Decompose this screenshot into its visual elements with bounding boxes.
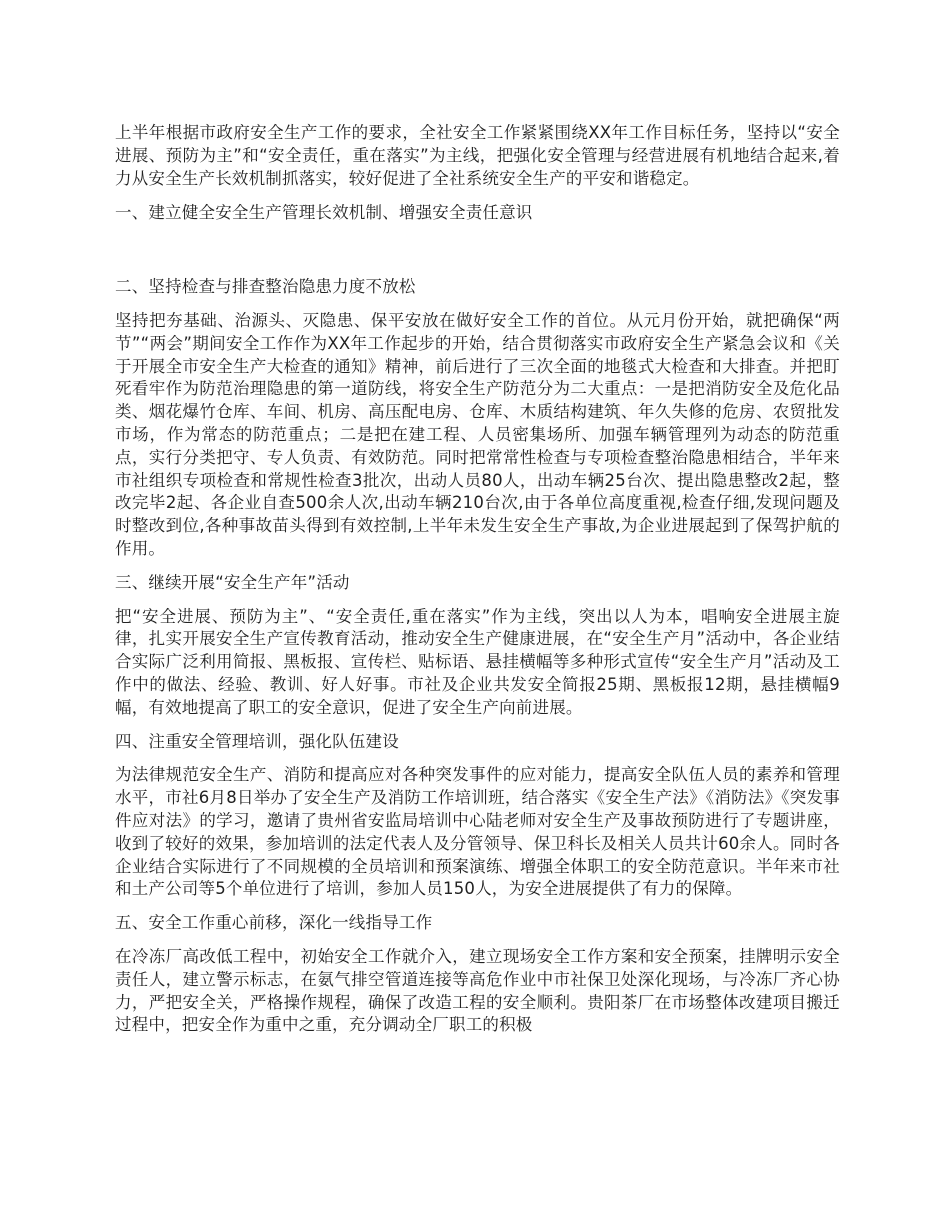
section-1-heading: 一、建立健全安全生产管理长效机制、增强安全责任意识 [115, 203, 533, 223]
section-5-heading: 五、安全工作重心前移，深化一线指导工作 [115, 913, 433, 933]
intro-paragraph: 上半年根据市政府安全生产工作的要求，全社安全工作紧紧围绕XX年工作目标任务，坚持以“安全进展、预防为主”和“安全责任，重在落实”为主线，把强化安全管理与经营进展有机地结合起来,着力从安全生产长效机制抓落实，较好促进了全社系统安全生产的平安和谐稳定。 [115, 123, 840, 188]
section-5-paragraph: 在冷冻厂高改低工程中，初始安全工作就介入，建立现场安全工作方案和安全预案，挂牌明示安全责任人，建立警示标志，在氨气排空管道连接等高危作业中市社保卫处深化现场，与冷冻厂齐心协力，严把安全关，严格操作规程，确保了改造工程的安全顺利。贵阳茶厂在市场整体改建项目搬迁过程中，把安全作为重中之重，充分调动全厂职工的积极 [115, 946, 840, 1035]
document-body [115, 122, 840, 1037]
section-4-heading: 四、注重安全管理培训，强化队伍建设 [115, 731, 399, 751]
section-3-paragraph: 把“安全进展、预防为主”、“安全责任,重在落实”作为主线，突出以人为本，唱响安全进展主旋律，扎实开展安全生产宣传教育活动，推动安全生产健康进展，在“安全生产月”活动中，各企业结合实际广泛利用简报、黑板报、宣传栏、贴标语、悬挂横幅等多种形式宣传“安全生产月”活动及工作中的做法、经验、教训、好人好事。市社及企业共发安全简报25期、黑板报12期，悬挂横幅9幅，有效地提高了职工的安全意识，促进了安全生产向前进展。 [115, 606, 840, 717]
section-4-paragraph: 为法律规范安全生产、消防和提高应对各种突发事件的应对能力，提高安全队伍人员的素养和管理水平，市社6月8日举办了安全生产及消防工作培训班，结合落实《安全生产法》《消防法》《突发事件应对法》的学习，邀请了贵州省安监局培训中心陆老师对安全生产及事故预防进行了专题讲座，收到了较好的效果，参加培训的法定代表人及分管领导、保卫科长及相关人员共计60余人。同时各企业结合实际进行了不同规模的全员培训和预案演练、增强全体职工的安全防范意识。半年来市社和土产公司等5个单位进行了培训，参加人员150人，为安全进展提供了有力的保障。 [115, 765, 840, 899]
section-3-heading: 三、继续开展“安全生产年”活动 [115, 572, 350, 592]
section-2-paragraph: 坚持把夯基础、治源头、灭隐患、保平安放在做好安全工作的首位。从元月份开始，就把确保“两节”“两会”期间安全工作作为XX年工作起步的开始，结合贯彻落实市政府安全生产紧急会议和《关于开展全市安全生产大检查的通知》精神，前后进行了三次全面的地毯式大检查和大排查。并把盯死看牢作为防范治理隐患的第一道防线，将安全生产防范分为二大重点：一是把消防安全及危化品类、烟花爆竹仓库、车间、机房、高压配电房、仓库、木质结构建筑、年久失修的危房、农贸批发市场，作为常态的防范重点；二是把在建工程、人员密集场所、加强车辆管理列为动态的防范重点，实行分类把守、专人负责、有效防范。同时把常常性检查与专项检查整治隐患相结合，半年来市社组织专项检查和常规性检查3批次，出动人员80人，出动车辆25台次、提出隐患整改2起，整改完毕2起、各企业自查500余人次,出动车辆210台次,由于各单位高度重视,检查仔细,发现问题及时整改到位,各种事故苗头得到有效控制,上半年未发生安全生产事故,为企业进展起到了保驾护航的作用。 [115, 310, 840, 558]
section-2-heading: 二、坚持检查与排查整治隐患力度不放松 [115, 277, 416, 297]
